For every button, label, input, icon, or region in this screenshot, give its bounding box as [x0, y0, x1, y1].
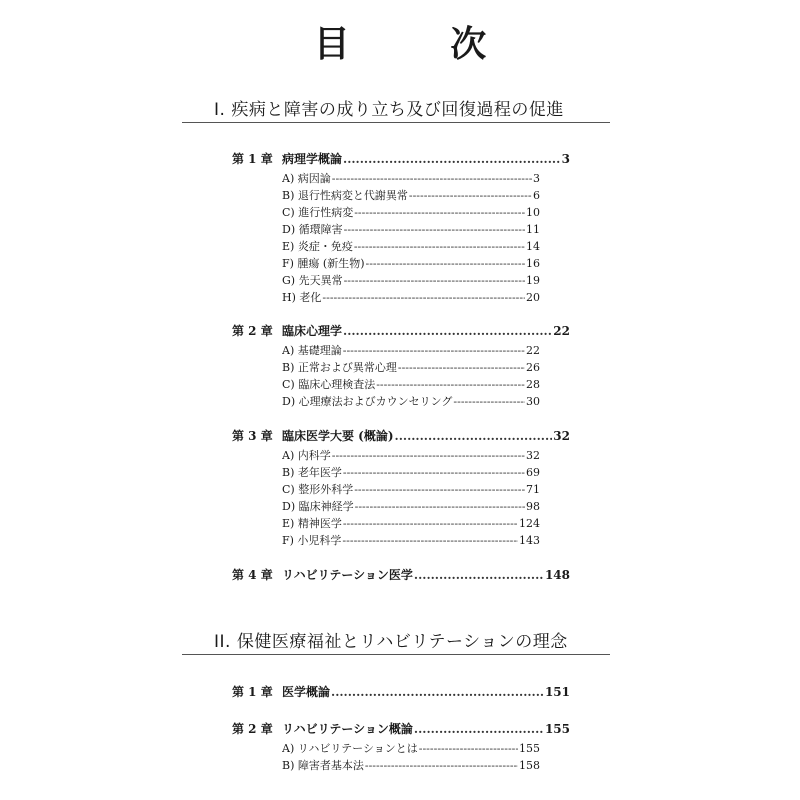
dash-leader [342, 534, 518, 547]
toc-section[interactable] [282, 376, 540, 392]
section-label: A) リハビリテーションとは [282, 742, 418, 755]
toc-section[interactable] [282, 272, 540, 288]
page-number: 98 [526, 500, 540, 513]
toc-section[interactable] [282, 464, 540, 480]
page-number: 28 [526, 378, 540, 391]
toc-chapter-2-2[interactable] [232, 720, 570, 736]
page-number: 158 [519, 759, 540, 772]
page-number: 3 [561, 152, 570, 166]
dash-leader [343, 344, 525, 357]
page-number: 10 [526, 206, 540, 219]
section-label: D) 循環障害 [282, 223, 343, 236]
dash-leader [332, 172, 532, 185]
page-number: 32 [526, 449, 540, 462]
section-label: C) 進行性病変 [282, 206, 354, 219]
toc-chapter-1-4[interactable] [232, 566, 570, 582]
dash-leader [409, 189, 532, 202]
toc-section[interactable] [282, 532, 540, 548]
page-number: 151 [544, 685, 570, 699]
dash-leader [419, 742, 518, 755]
section-label: B) 障害者基本法 [282, 759, 364, 772]
dot-leader [331, 685, 544, 699]
toc-chapter-2-1[interactable] [232, 683, 570, 699]
dash-leader [322, 291, 525, 304]
toc-section[interactable] [282, 447, 540, 463]
dash-leader [355, 500, 525, 513]
page-number: 6 [533, 189, 540, 202]
part-1-header [182, 96, 610, 123]
section-label: A) 基礎理論 [282, 344, 342, 357]
chapter-number: 第 2 章 [232, 324, 273, 338]
dash-leader [343, 466, 525, 479]
section-label: G) 先天異常 [282, 274, 343, 287]
toc-chapter-1-3[interactable] [232, 427, 570, 443]
section-label: H) 老化 [282, 291, 322, 304]
chapter-title: 病理学概論 [282, 152, 343, 166]
chapter-number: 第 1 章 [232, 152, 273, 166]
toc-section[interactable] [282, 498, 540, 514]
dot-leader [395, 429, 553, 443]
dash-leader [398, 361, 525, 374]
part-1-heading: I. 疾病と障害の成り立ち及び回復過程の促進 [214, 100, 564, 120]
dash-leader [453, 395, 525, 408]
page-number: 69 [526, 466, 540, 479]
dash-leader [354, 240, 525, 253]
chapter-number: 第 4 章 [232, 568, 273, 582]
page-number: 20 [526, 291, 540, 304]
section-label: A) 内科学 [282, 449, 331, 462]
chapter-number: 第 1 章 [232, 685, 273, 699]
section-label: D) 心理療法およびカウンセリング [282, 395, 453, 408]
toc-section[interactable] [282, 255, 540, 271]
page-number: 155 [519, 742, 540, 755]
section-label: C) 臨床心理検査法 [282, 378, 376, 391]
page-number: 124 [519, 517, 540, 530]
chapter-title: リハビリテーション概論 [282, 722, 413, 736]
toc-section[interactable] [282, 221, 540, 237]
page-title: 目 次 [313, 24, 531, 65]
toc-section[interactable] [282, 481, 540, 497]
section-label: F) 小児科学 [282, 534, 342, 547]
section-label: E) 炎症・免疫 [282, 240, 353, 253]
dash-leader [354, 206, 525, 219]
toc-section[interactable] [282, 289, 540, 305]
chapter-title: 臨床医学大要 (概論) [282, 429, 394, 443]
page-number: 26 [526, 361, 540, 374]
section-label: B) 退行性病変と代謝異常 [282, 189, 408, 202]
section-label: C) 整形外科学 [282, 483, 354, 496]
page-number: 14 [526, 240, 540, 253]
page-number: 22 [526, 344, 540, 357]
dash-leader [366, 257, 526, 270]
toc-chapter-1-2[interactable] [232, 322, 570, 338]
part-2-heading: II. 保健医療福祉とリハビリテーションの理念 [214, 632, 568, 652]
section-label: A) 病因論 [282, 172, 331, 185]
dot-leader [414, 722, 544, 736]
section-label: B) 正常および異常心理 [282, 361, 397, 374]
chapter-number: 第 2 章 [232, 722, 273, 736]
section-label: E) 精神医学 [282, 517, 342, 530]
page-number: 148 [544, 568, 570, 582]
page-number: 11 [526, 223, 540, 236]
page-number: 143 [519, 534, 540, 547]
toc-section[interactable] [282, 187, 540, 203]
page-number: 3 [533, 172, 540, 185]
dash-leader [354, 483, 525, 496]
dash-leader [344, 223, 525, 236]
toc-section[interactable] [282, 515, 540, 531]
dot-leader [343, 324, 552, 338]
chapter-title: 医学概論 [282, 685, 331, 699]
dot-leader [414, 568, 544, 582]
dash-leader [343, 517, 518, 530]
section-label: D) 臨床神経学 [282, 500, 354, 513]
page-number: 155 [544, 722, 570, 736]
page-number: 30 [526, 395, 540, 408]
dash-leader [365, 759, 518, 772]
chapter-title: 臨床心理学 [282, 324, 343, 338]
toc-section[interactable] [282, 342, 540, 358]
dash-leader [344, 274, 525, 287]
page-number: 16 [526, 257, 540, 270]
toc-section[interactable] [282, 204, 540, 220]
dot-leader [343, 152, 561, 166]
chapter-title: リハビリテーション医学 [282, 568, 413, 582]
section-label: B) 老年医学 [282, 466, 342, 479]
part-2-header [182, 628, 610, 655]
toc-section[interactable] [282, 757, 540, 773]
section-label: F) 腫瘍 (新生物) [282, 257, 365, 270]
toc-section[interactable] [282, 393, 540, 409]
page-number: 19 [526, 274, 540, 287]
chapter-number: 第 3 章 [232, 429, 273, 443]
toc-section[interactable] [282, 359, 540, 375]
toc-section[interactable] [282, 740, 540, 756]
dash-leader [376, 378, 525, 391]
page-number: 32 [553, 429, 570, 443]
page-number: 71 [526, 483, 540, 496]
dash-leader [332, 449, 525, 462]
toc-chapter-1-1[interactable] [232, 150, 570, 166]
page-number: 22 [553, 324, 570, 338]
toc-section[interactable] [282, 238, 540, 254]
toc-section[interactable] [282, 170, 540, 186]
